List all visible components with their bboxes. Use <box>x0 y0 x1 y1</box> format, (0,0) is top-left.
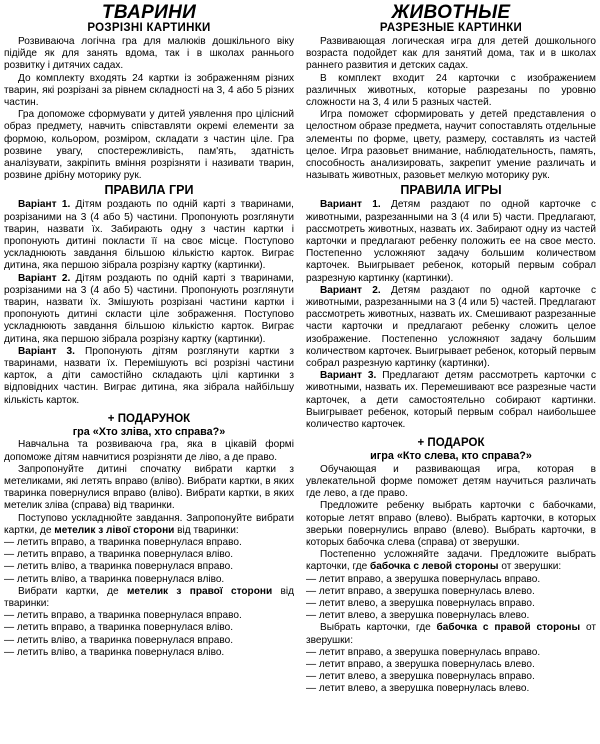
left-game-p3-emphasis: метелик з лівої сторони <box>54 524 175 536</box>
list-item: — летит влево, а зверушка повернулась вправо. <box>306 598 535 610</box>
left-intro-paragraph-1: Розвиваюча логічна гра для малюків дошкільного віку підійде як для занять вдома, так і в школах раннього розвитку і дитячих садах. <box>4 36 294 72</box>
left-variant-2 <box>4 273 294 346</box>
right-game-p4-start: Выбрать карточки, где <box>320 622 437 634</box>
right-variant-2-label: Вариант 2. <box>320 284 381 296</box>
left-game-paragraph-4 <box>4 586 294 610</box>
right-variant-1 <box>306 199 596 284</box>
right-gift-heading: + ПОДАРОК <box>417 437 485 450</box>
right-variant-2-text: Детям раздают по одной карточке с животными, разрезанными на 3 (4 или 5) частей. Предлагают рассмотреть животных, назвать их. Смешивают разрезанные части карточки и предлагают ребенку сложить целое изображение. Постепенно усложняют задачу большим количеством карточек. Выигрывает ребенок, который первым собрал разрезную картинку (картинки). <box>306 284 596 370</box>
left-game-p4-emphasis: метелик з правої сторони <box>126 585 273 597</box>
left-variant-3-label: Варіант 3. <box>18 345 75 357</box>
right-subtitle: РАЗРЕЗНЫЕ КАРТИНКИ <box>379 22 523 34</box>
list-item: — летить вліво, а тваринка повернулася вліво. <box>4 573 225 585</box>
list-item: — летит вправо, а зверушка повернулась вправо. <box>306 646 541 658</box>
right-variant-3-text: Предлагают детям рассмотреть карточки с животными, назвать их. Перемешивают все разрезные части карточек, а дети самостоятельно собирают картинки. Выигрывает ребенок, который первым собрал наибольшее количество карточек. <box>306 370 596 431</box>
left-variant-2-label: Варіант 2. <box>18 272 71 284</box>
list-item: — летить вліво, а тваринка повернулася вліво. <box>4 646 225 658</box>
left-variant-3-text: Пропонують дітям розглянути картки з тваринами, назвати їх. Перемішують всі розрізні частини карток, а діти самостійно складають цілі картинки з відповідних частин. Виграє дитина, яка зібрала найбільшу кількість карток. <box>4 345 294 406</box>
list-item: — летит вправо, а зверушка повернулась влево. <box>306 659 535 671</box>
left-game-p4-end: від тваринки: <box>4 585 294 610</box>
left-game-p3-end: від тваринки: <box>174 524 239 536</box>
right-intro-paragraph-1: Развивающая логическая игра для детей дошкольного возраста подойдет как для занятий дома, так и в школах раннего развития и детских садах. <box>306 36 596 72</box>
left-game-p4-start: Вибрати картки, де <box>18 585 127 597</box>
list-item: — летит влево, а зверушка повернулась вправо. <box>306 671 535 683</box>
right-variant-3-label: Вариант 3. <box>320 370 377 382</box>
right-variant-3 <box>306 370 596 431</box>
right-game-p3-start: Постепенно усложняйте задачи. Предложите выбрать карточки, где <box>306 549 596 573</box>
right-game-p4-end: от зверушки: <box>306 622 596 646</box>
right-variant-2 <box>306 285 596 370</box>
right-intro-paragraph-2: В комплект входит 24 карточки с изображением различных животных, которые разрезаны по уровню сложности на 3, 4 или 5 разных частей. <box>306 72 596 109</box>
right-variant-1-label: Вариант 1. <box>320 199 381 211</box>
left-game-paragraph-1: Навчальна та розвиваюча гра, яка в цікавій формі допоможе дітям навчитися розрізняти де ліво, а де право. <box>4 439 294 463</box>
list-item: — летит вправо, а зверушка повернулась влево. <box>306 585 535 597</box>
right-game-paragraph-2: Предложите ребенку выбрать карточки с бабочками, которые летят вправо (влево). Выбрать карточки, в которых зверьки повернулись вправо (влево). Выбрать карточки, в которых бабочка слева (справа) от зверушки. <box>306 500 596 549</box>
list-item: — летить вліво, а тваринка повернулася вправо. <box>4 634 234 646</box>
left-game-p3-start: Поступово ускладнюйте завдання. Запропонуйте вибрати картки, де <box>4 512 294 536</box>
left-column-ukrainian <box>4 4 294 744</box>
list-item: — летит вправо, а зверушка повернулась вправо. <box>306 573 541 585</box>
right-game-title: игра «Кто слева, кто справа?» <box>370 450 532 463</box>
right-column-russian <box>306 4 596 744</box>
left-rules-title: ПРАВИЛА ГРИ <box>104 183 194 198</box>
list-item: — летит влево, а зверушка повернулась влево. <box>306 610 530 622</box>
list-item: — летит влево, а зверушка повернулась влево. <box>306 683 530 695</box>
right-game-paragraph-4 <box>306 622 596 646</box>
right-game-paragraph-1: Обучающая и развивающая игра, которая в увлекательной форме поможет детям научиться различать где лево, а где право. <box>306 463 596 500</box>
left-variant-1-label: Варіант 1. <box>18 199 71 211</box>
right-title: ЖИВОТНЫЕ <box>391 4 511 23</box>
right-variant-1-text: Детям раздают по одной карточке с животными, разрезанными на 3 (4 или 5) части. Предлагают, рассмотреть животных, назвать их. Забирают одну из частей карточки и предлагают ребенку положить ее на свое место. Постепенно усложняют задачу большим количеством карточек. Выигрывает ребенок, который первым собрал разрезную картинку (картинки). <box>306 199 596 284</box>
left-game-paragraph-3 <box>4 513 294 537</box>
left-intro-paragraph-2: До комплекту входять 24 картки із зображенням різних тварин, які розрізані за рівнем складності на 3, 4 або 5 різних частин. <box>4 72 294 109</box>
left-game-paragraph-2: Запропонуйте дитині спочатку вибрати картки з метеликами, які летять вправо (вліво). Вибрати картки, в яких тваринка повернулися вправо (вліво). Вибрати картки, в яких метелик зліва (справа) від тваринки. <box>4 463 294 512</box>
right-game-p4-emphasis: бабочка с правой стороны <box>436 622 581 634</box>
right-rules-title: ПРАВИЛА ИГРЫ <box>400 183 502 198</box>
left-subtitle: РОЗРІЗНІ КАРТИНКИ <box>87 22 211 34</box>
list-item: — летить вправо, а тваринка повернулася вправо. <box>4 610 242 622</box>
list-item: — летить вліво, а тваринка повернулася вправо. <box>4 561 234 573</box>
left-variant-3 <box>4 346 294 407</box>
right-game-p3-end: от зверушки: <box>498 561 562 573</box>
left-gift-heading: + ПОДАРУНОК <box>107 412 191 425</box>
left-variant-1-text: Дітям роздають по одній карті з тваринами, розрізаними на 3 (4 або 5) частини. Пропонують розглянути тварин, назвати їх. Забирають одну з частин картки і пропонують дитині покласти її на своє місце. Поступово ускладнюють завдання більшою кількістю карток. Виграє дитина, яка першою зібрала розрізну картку (картинки). <box>4 199 294 272</box>
list-item: — летить вправо, а тваринка повернулася вправо. <box>4 537 242 549</box>
list-item: — летить вправо, а тваринка повернулася вліво. <box>4 549 234 561</box>
left-intro-paragraph-3: Гра допоможе сформувати у дитей уявлення про цілісний образ предмету, навчить співставляти окремі елементи за формою, кольором, розміром, складати з частин ціле. Гра розвине увагу, спостережливість, пам'ять, здатність аналізувати, закріпить вміння розрізняти і називати тварин, розвине дрібну моторику рук. <box>4 109 294 182</box>
right-game-p3-emphasis: бабочка с левой стороны <box>370 561 499 573</box>
left-variant-2-text: Дітям роздають по одній карті з тваринами, розрізаними на 3 (4 або 5) частини. Пропонують розглянути тварин, назвати їх. Змішують розрізані частини картки і пропонують дитині скласти ціле зображення. Поступово ускладнюють завдання більшою кількістю карток. Виграє дитина, яка першою зібрала розрізну картку (картинки). <box>4 272 294 345</box>
left-variant-1 <box>4 199 294 272</box>
left-game-title: гра «Хто зліва, хто справа?» <box>72 425 226 438</box>
left-title: ТВАРИНИ <box>101 4 197 23</box>
right-game-paragraph-3 <box>306 549 596 573</box>
right-intro-paragraph-3: Игра поможет сформировать у детей представления о целостном образе предмета, научит сопоставлять отдельные элементы по форме, цвету, размеру, составлять из частей целое. Игра разовьет внимание, наблюдательность, память, способность анализировать, закрепит умение различать и называть животных, разовьет мелкую моторику рук. <box>306 109 596 182</box>
list-item: — летить вправо, а тваринка повернулася вліво. <box>4 622 234 634</box>
